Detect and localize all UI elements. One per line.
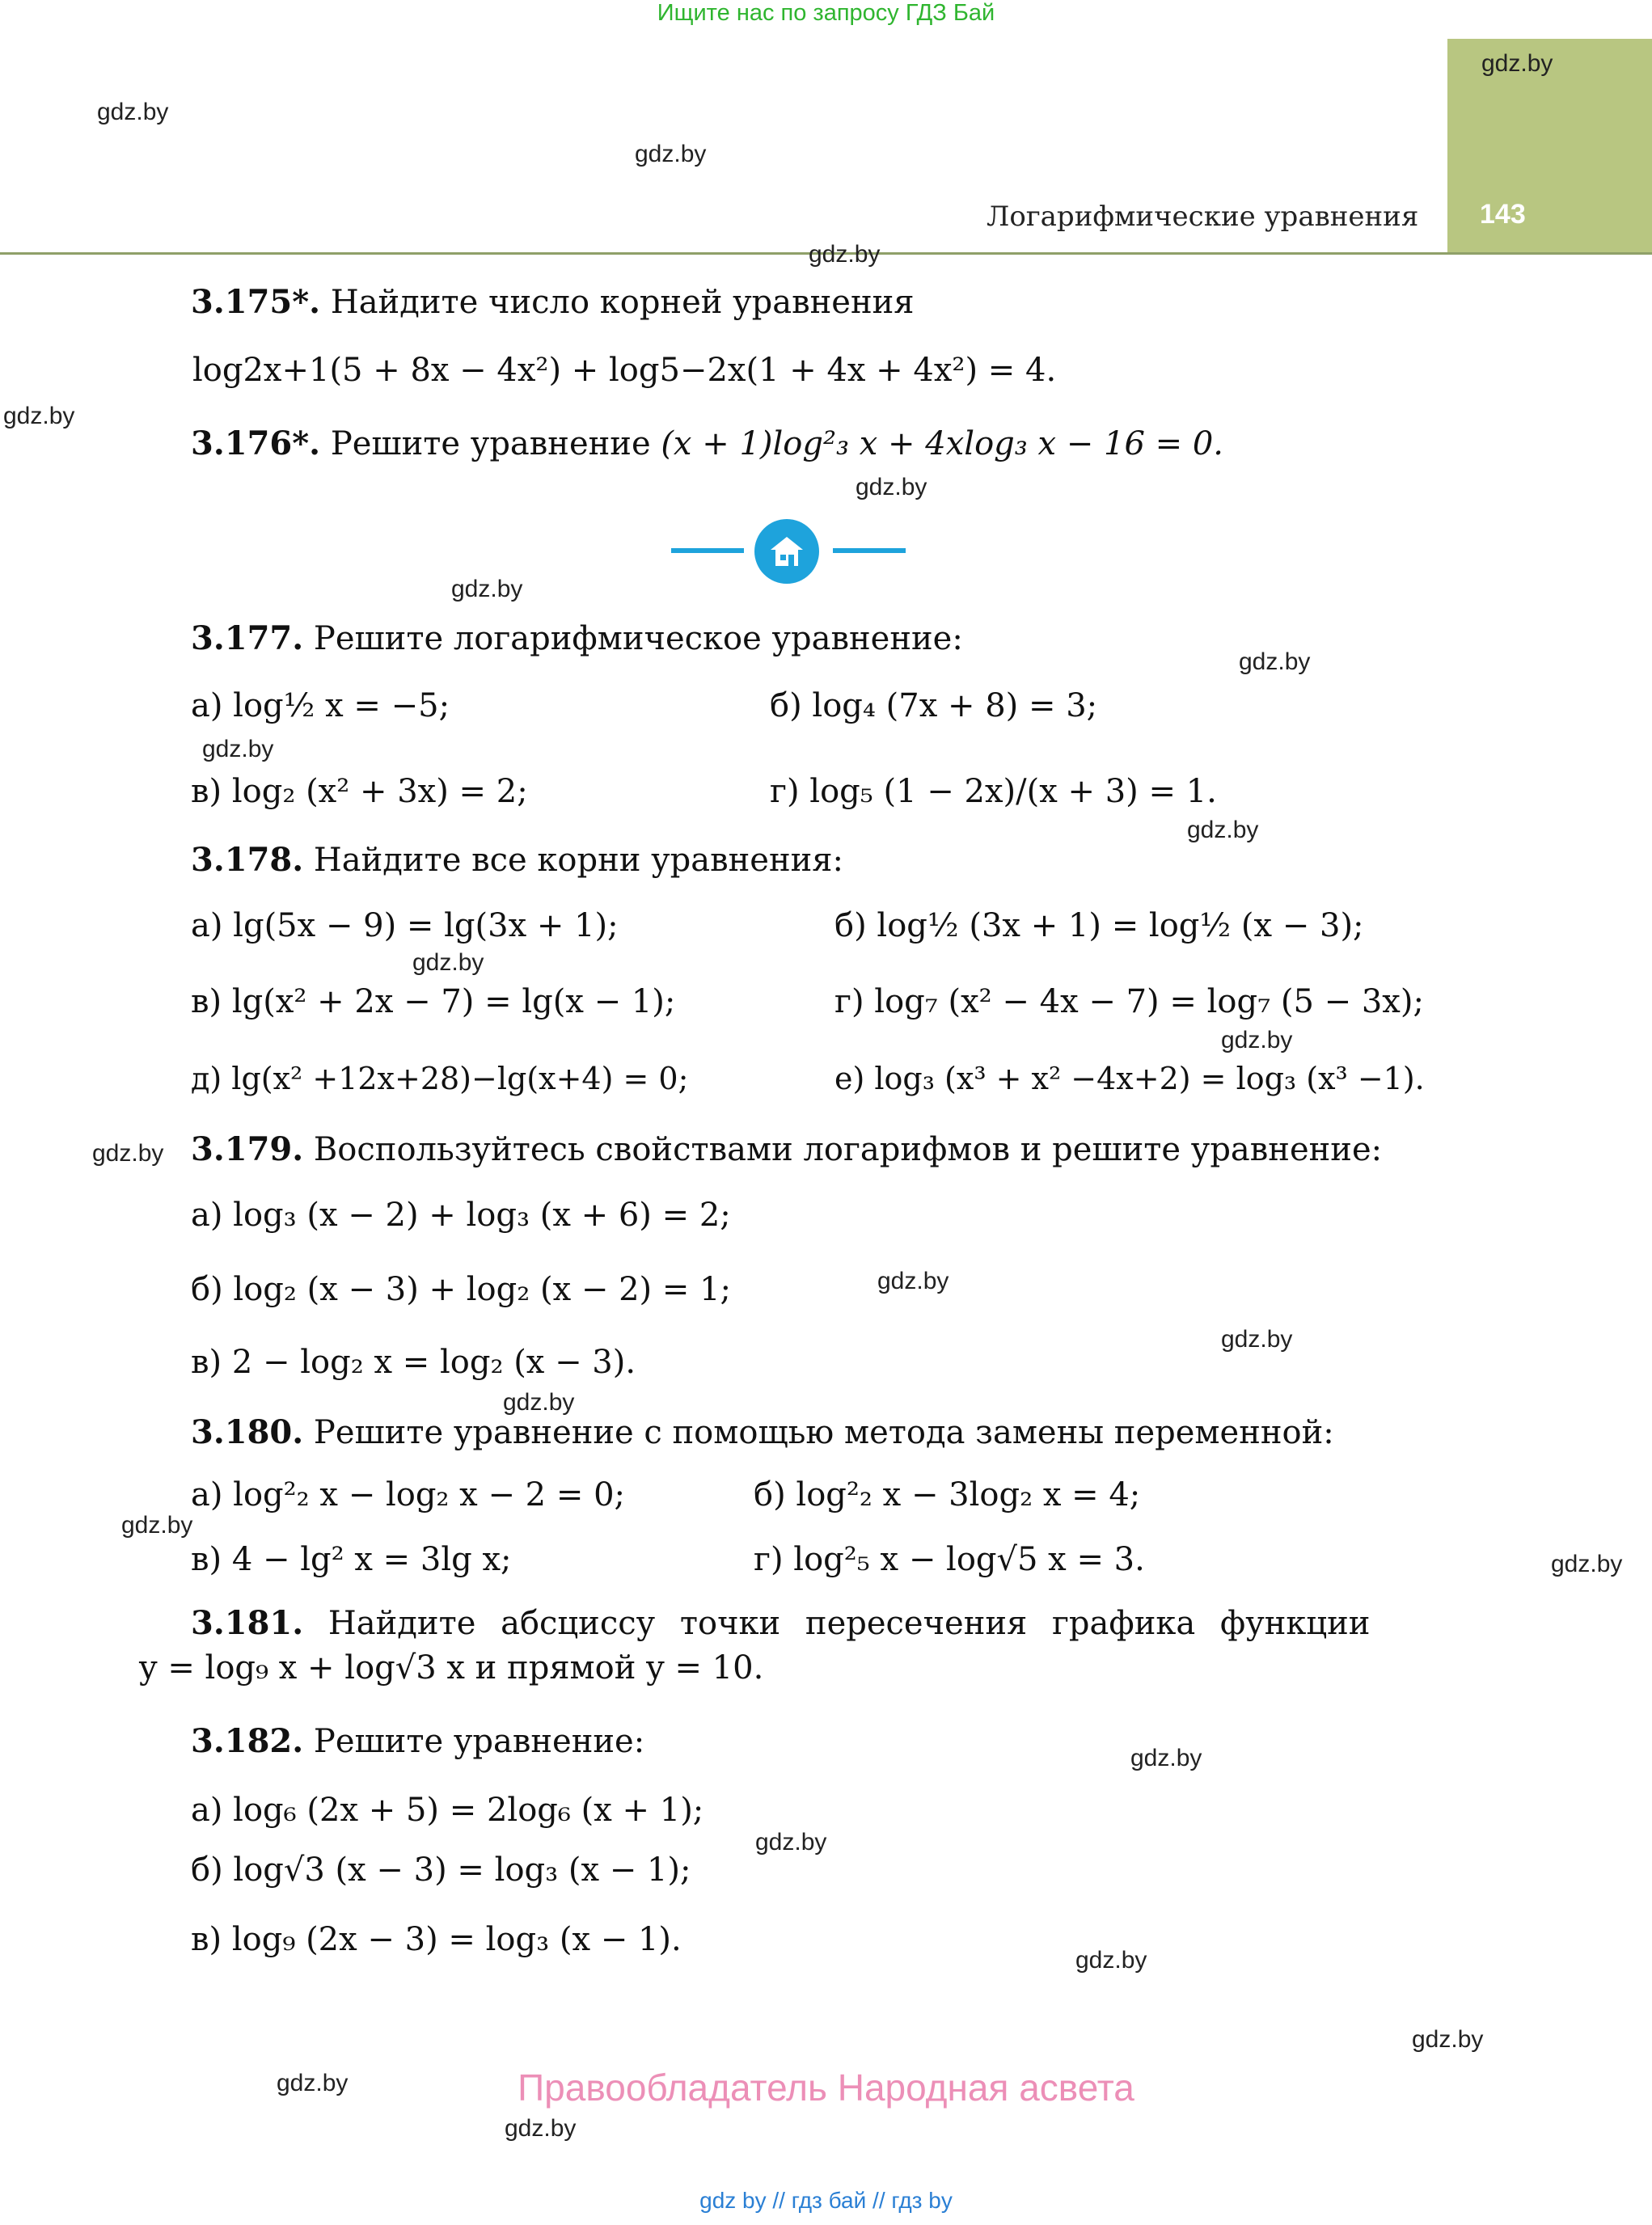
watermark: gdz.by <box>1130 1745 1202 1771</box>
watermark: gdz.by <box>1075 1947 1147 1974</box>
item-c: в) lg(x² + 2x − 7) = lg(x − 1); <box>191 983 676 1020</box>
watermark: gdz.by <box>1221 1027 1293 1053</box>
problem-number: 3.181. <box>191 1604 304 1642</box>
problem-3-175 <box>191 283 915 321</box>
home-icon <box>754 519 819 584</box>
problem-text-continued: y = log₉ x + log√3 x и прямой y = 10. <box>139 1649 764 1687</box>
problem-3-182 <box>191 1722 644 1760</box>
problem-text: Решите уравнение с помощью метода замены переменной: <box>313 1414 1334 1451</box>
watermark: gdz.by <box>277 2070 349 2096</box>
problem-3-177 <box>191 619 963 657</box>
page-number: 143 <box>1480 199 1526 230</box>
watermark: gdz.by <box>412 949 484 976</box>
watermark: gdz.by <box>1551 1551 1623 1577</box>
item-b: б) log²₂ x − 3log₂ x = 4; <box>754 1476 1141 1514</box>
problem-number: 3.178. <box>191 841 304 879</box>
problem-number: 3.177. <box>191 619 304 657</box>
equation: log2x+1(5 + 8x − 4x²) + log5−2x(1 + 4x + 4x²) = 4. <box>192 352 1057 389</box>
watermark: gdz.by <box>856 474 927 500</box>
problem-text: Решите уравнение <box>330 425 651 462</box>
item-f: е) log₃ (x³ + x² −4x+2) = log₃ (x³ −1). <box>834 1061 1425 1096</box>
watermark: gdz.by <box>1412 2026 1484 2053</box>
rights-holder: Правообладатель Народная асвета <box>518 2067 1134 2109</box>
running-title: Логарифмические уравнения <box>987 201 1419 233</box>
watermark: gdz.by <box>1187 817 1259 843</box>
item-c: в) log₂ (x² + 3x) = 2; <box>191 773 528 810</box>
item-c: в) 4 − lg² x = 3lg x; <box>191 1541 512 1578</box>
item-d: г) log₅ (1 − 2x)/(x + 3) = 1. <box>770 773 1217 810</box>
watermark: gdz.by <box>121 1512 193 1539</box>
watermark: gdz.by <box>503 1389 575 1416</box>
watermark: gdz.by <box>635 141 707 167</box>
problem-3-179 <box>191 1130 1382 1168</box>
problem-3-181 <box>191 1604 1370 1642</box>
divider-line <box>833 548 906 553</box>
problem-number: 3.176*. <box>191 424 321 462</box>
item-c: в) log₉ (2x − 3) = log₃ (x − 1). <box>191 1921 682 1958</box>
watermark: gdz.by <box>202 736 274 762</box>
problem-number: 3.182. <box>191 1722 304 1760</box>
watermark: gdz.by <box>809 241 881 268</box>
item-a: а) log½ x = −5; <box>191 687 450 724</box>
footer-links[interactable]: gdz by // гдз бай // гдз by <box>699 2188 953 2213</box>
item-b: б) log₄ (7x + 8) = 3; <box>770 687 1098 724</box>
problem-3-180 <box>191 1413 1334 1451</box>
watermark: gdz.by <box>451 576 523 602</box>
item-b: б) log½ (3x + 1) = log½ (x − 3); <box>834 907 1364 944</box>
divider-line <box>671 548 744 553</box>
item-d: г) log₇ (x² − 4x − 7) = log₇ (5 − 3x); <box>834 983 1424 1020</box>
problem-text: Найдите все корни уравнения: <box>313 842 844 879</box>
problem-text: Решите уравнение: <box>313 1723 645 1760</box>
problem-text: Найдите число корней уравнения <box>330 284 915 321</box>
problem-number: 3.179. <box>191 1130 304 1168</box>
problem-3-178 <box>191 841 843 879</box>
item-a: а) log₆ (2x + 5) = 2log₆ (x + 1); <box>191 1792 704 1829</box>
watermark: gdz.by <box>1239 648 1311 675</box>
item-c: в) 2 − log₂ x = log₂ (x − 3). <box>191 1344 636 1381</box>
home-divider <box>671 519 906 584</box>
top-search-link[interactable]: Ищите нас по запросу ГДЗ Бай <box>657 0 995 26</box>
watermark: gdz.by <box>92 1140 164 1167</box>
problem-3-176 <box>191 424 1223 462</box>
watermark: gdz.by <box>755 1829 827 1856</box>
problem-number: 3.180. <box>191 1413 304 1451</box>
watermark: gdz.by <box>1221 1326 1293 1353</box>
item-b: б) log√3 (x − 3) = log₃ (x − 1); <box>191 1851 691 1889</box>
item-b: б) log₂ (x − 3) + log₂ (x − 2) = 1; <box>191 1271 732 1308</box>
problem-text: Решите логарифмическое уравнение: <box>313 620 963 657</box>
item-a: а) lg(5x − 9) = lg(3x + 1); <box>191 907 619 944</box>
watermark: gdz.by <box>1481 50 1553 77</box>
watermark: gdz.by <box>3 403 75 429</box>
problem-text: Воспользуйтесь свойствами логарифмов и решите уравнение: <box>313 1131 1383 1168</box>
watermark: gdz.by <box>97 99 169 125</box>
watermark: gdz.by <box>505 2115 577 2142</box>
equation: (x + 1)log²₃ x + 4xlog₃ x − 16 = 0. <box>661 425 1224 462</box>
problem-text: Найдите абсциссу точки пересечения графика функции <box>327 1605 1371 1642</box>
item-a: а) log²₂ x − log₂ x − 2 = 0; <box>191 1476 625 1514</box>
item-e: д) lg(x² +12x+28)−lg(x+4) = 0; <box>191 1061 689 1096</box>
watermark: gdz.by <box>877 1268 949 1294</box>
problem-number: 3.175*. <box>191 283 321 321</box>
item-d: г) log²₅ x − log√5 x = 3. <box>754 1541 1145 1578</box>
item-a: а) log₃ (x − 2) + log₃ (x + 6) = 2; <box>191 1197 731 1234</box>
